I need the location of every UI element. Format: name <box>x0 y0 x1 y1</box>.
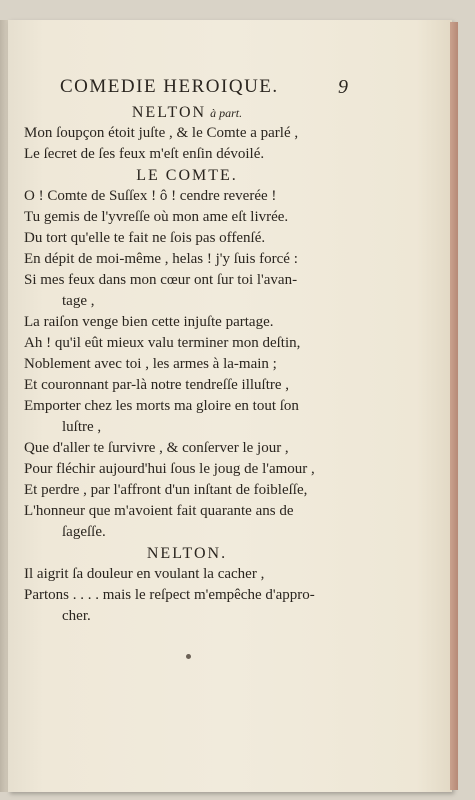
speaker-name <box>24 165 350 186</box>
verse-line: Le ſecret de ſes feux m'eſt enſin dévoilé. <box>24 146 265 162</box>
speaker-label: LE COMTE. <box>136 167 238 184</box>
running-title: COMEDIE HEROIQUE. <box>60 76 279 97</box>
verse-line: En dépit de moi-même , helas ! j'y ſuis forcé : <box>24 251 298 267</box>
verse-line: Du tort qu'elle te fait ne ſois pas offenſé. <box>24 230 266 246</box>
speaker-name <box>24 102 350 123</box>
verse-line: Pour fléchir aujourd'hui ſous le joug de l'amour , <box>24 461 315 477</box>
speaker-label: NELTON. <box>146 545 228 562</box>
speaker-label: NELTON <box>131 104 207 121</box>
verse-line: Et perdre , par l'affront d'un inſtant de foibleſſe, <box>24 482 308 498</box>
verse-line: La raiſon venge bien cette injuſte partage. <box>24 314 274 330</box>
verse-line: Noblement avec toi , les armes à la-main ; <box>24 356 277 372</box>
page-edge <box>450 22 458 790</box>
verse-continuation: tage , <box>62 293 95 309</box>
stage-direction: à part. <box>210 106 243 120</box>
verse-line: Si mes feux dans mon cœur ont ſur toi l'avan- <box>24 272 298 288</box>
verse-continuation: luſtre , <box>62 419 102 435</box>
verse-line: Tu gemis de l'yvreſſe où mon ame eſt livrée. <box>24 209 289 225</box>
page-number: 9 <box>338 76 348 98</box>
verse-line: L'honneur que m'avoient fait quarante ans de <box>24 503 294 519</box>
verse-line: Et couronnant par-là notre tendreſſe illuſtre , <box>24 377 290 393</box>
verse-continuation: cher. <box>62 608 91 624</box>
verse-line: Il aigrit ſa douleur en voulant la cacher , <box>24 566 265 582</box>
verse-line: Que d'aller te ſurvivre , & conſerver le jour , <box>24 440 289 456</box>
verse-line: Ah ! qu'il eût mieux valu terminer mon deſtin, <box>24 335 301 351</box>
verse-line: Emporter chez les morts ma gloire en tout ſon <box>24 398 299 414</box>
verse-line: O ! Comte de Suſſex ! ô ! cendre reverée ! <box>24 188 277 204</box>
speaker-name <box>24 543 350 564</box>
verse-line: Partons . . . . mais le reſpect m'empêche d'appro- <box>24 587 315 603</box>
play-text <box>24 102 350 627</box>
ink-spot <box>186 654 191 659</box>
verse-continuation: ſageſſe. <box>62 524 106 540</box>
verse-line: Mon ſoupçon étoit juſte , & le Comte a parlé , <box>24 125 299 141</box>
